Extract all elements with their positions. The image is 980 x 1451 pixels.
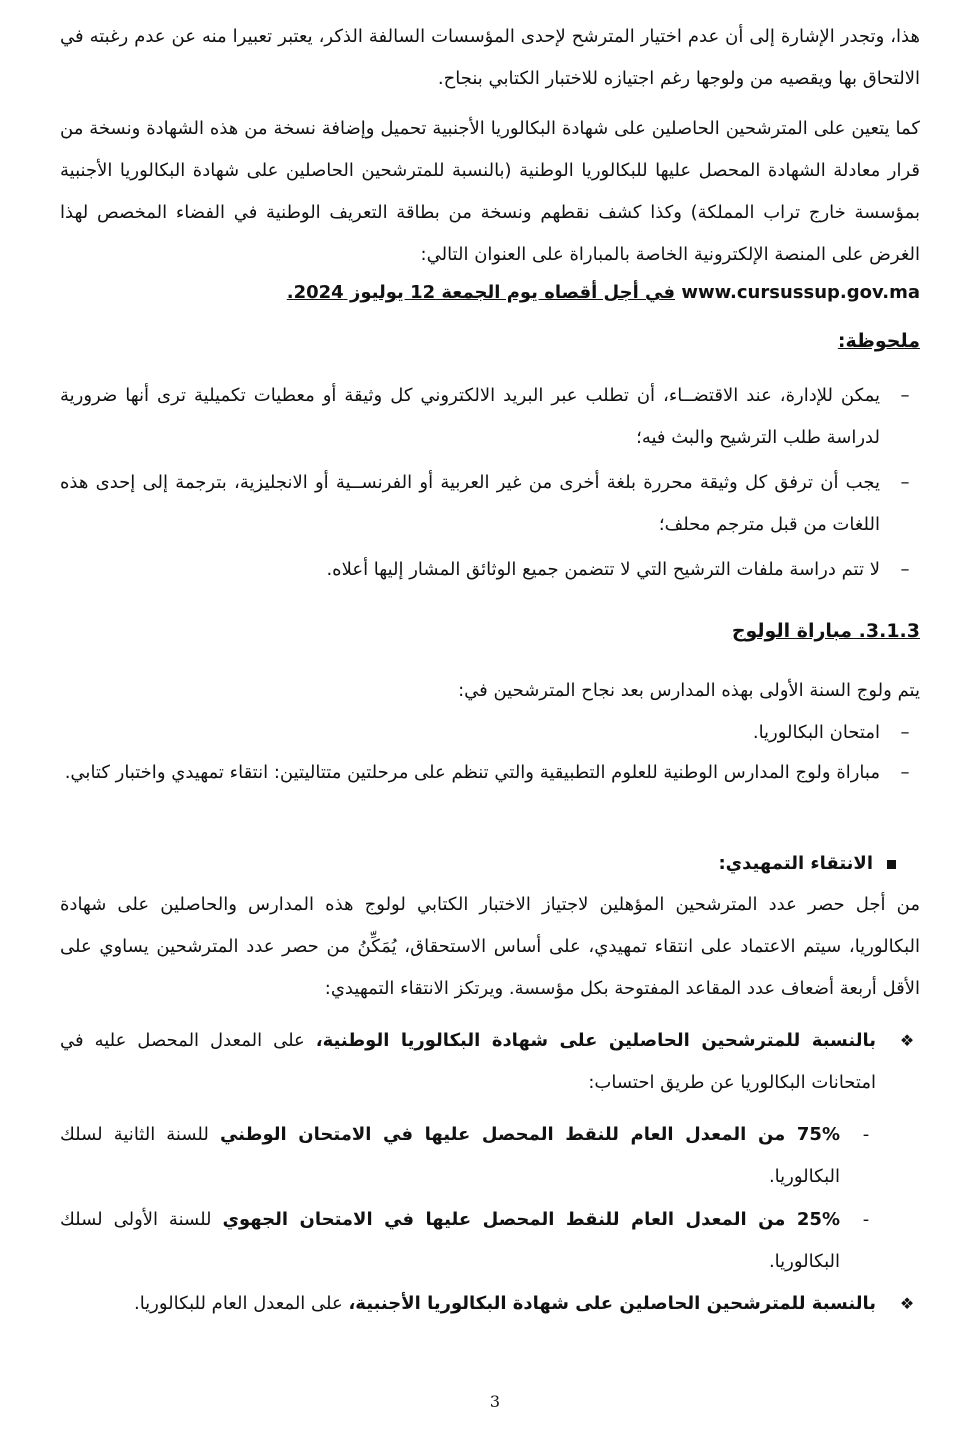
preselection-heading-text: الانتقاء التمهيدي:	[718, 853, 873, 874]
access-intro: يتم ولوج السنة الأولى بهذه المدارس بعد نجاح المترشحين في:	[458, 680, 920, 701]
weighting-bold: 25% من المعدل العام للنقط المحصل عليها في الامتحان الجهوي	[222, 1209, 840, 1230]
diamond-bullet-icon: ❖	[899, 1294, 915, 1313]
national-bac-text	[60, 1020, 876, 1104]
note-text: يمكن للإدارة، عند الاقتضــاء، أن تطلب عبر البريد الالكتروني كل وثيقة أو معطيات تكميلية ترى أنها ضرورية لدراسة طلب الترشيح والبث فيه؛	[60, 385, 880, 448]
dash-bullet: -	[862, 1209, 870, 1230]
weighting-item	[60, 1199, 920, 1283]
dash-bullet: –	[900, 385, 910, 406]
preselection-heading	[718, 843, 896, 885]
note-item	[60, 375, 920, 459]
access-item	[60, 712, 920, 754]
weighting-item	[60, 1114, 920, 1198]
note-text: يجب أن ترفق كل وثيقة محررة بلغة أخرى من غير العربية أو الفرنســية أو الانجليزية، بترجمة إلى إحدى هذه اللغات من قبل مترجم محلف؛	[60, 472, 880, 535]
national-bac-bold: بالنسبة للمترشحين الحاصلين على شهادة البكالوريا الوطنية،	[315, 1030, 876, 1051]
square-bullet-icon	[887, 860, 896, 869]
weighting-rest: للسنة الثانية لسلك البكالوريا.	[60, 1124, 840, 1187]
dash-bullet: –	[900, 559, 910, 580]
note-item	[60, 549, 920, 591]
access-text: امتحان البكالوريا.	[752, 722, 880, 743]
note-heading: ملحوظة:	[837, 330, 920, 352]
note-text: لا تتم دراسة ملفات الترشيح التي لا تتضمن جميع الوثائق المشار إليها أعلاه.	[326, 559, 880, 580]
note-item	[60, 462, 920, 546]
page-number: 3	[489, 1392, 501, 1411]
preselection-paragraph: من أجل حصر عدد المترشحين المؤهلين لاجتياز الاختبار الكتابي لولوج هذه المدارس والحاصلين على شهادة البكالوريا، سيتم الاعتماد على انتقاء تمهيدي، على أساس الاستحقاق، يُمَكِّنُ من حصر عدد المترشحين يساوي على الأقل أربعة أضعاف عدد المقاعد المفتوحة بكل مؤسسة. ويرتكز الانتقاء التمهيدي:	[60, 894, 920, 999]
weighting-bold: 75% من المعدل العام للنقط المحصل عليها في الامتحان الوطني	[219, 1124, 840, 1145]
weighting-rest: للسنة الأولى لسلك البكالوريا.	[60, 1209, 840, 1272]
dash-bullet: –	[900, 762, 910, 783]
weighting-text	[60, 1199, 840, 1283]
paragraph-foreign-bac: كما يتعين على المترشحين الحاصلين على شهادة البكالوريا الأجنبية تحميل وإضافة نسخة من هذه الشهادة ونسخة من قرار معادلة الشهادة المحصل عليها للبكالوريا الوطنية (بالنسبة للمترشحين الحاصلين على شهادة البكالوريا الأجنبية بمؤسسة خارج تراب المملكة) وكذا كشف نقطهم ونسخة من بطاقة التعريف الوطنية في الفضاء المخصص لهذا الغرض على المنصة الإلكترونية الخاصة بالمباراة على العنوان التالي:	[60, 118, 920, 265]
foreign-bac-bold: بالنسبة للمترشحين الحاصلين على شهادة البكالوريا الأجنبية،	[348, 1293, 876, 1314]
national-bac-rest: على المعدل المحصل عليه في امتحانات البكالوريا عن طريق احتساب:	[60, 1030, 876, 1093]
platform-address-line	[60, 276, 920, 310]
national-bac-item	[60, 1020, 920, 1104]
section-heading-access: 3.1.3. مباراة الولوج	[731, 620, 920, 642]
access-item	[60, 752, 920, 794]
foreign-bac-text	[60, 1283, 876, 1325]
access-text: مباراة ولوج المدارس الوطنية للعلوم التطبيقية والتي تنظم على مرحلتين متتاليتين: انتقاء تمهيدي واختبار كتابي.	[64, 762, 880, 783]
dash-bullet: –	[900, 472, 910, 493]
dash-bullet: -	[862, 1124, 870, 1145]
platform-url[interactable]: www.cursussup.gov.ma	[681, 282, 920, 303]
dash-bullet: –	[900, 722, 910, 743]
deadline-text: في أجل أقصاه يوم الجمعة 12 يوليوز 2024.	[286, 282, 676, 303]
weighting-text	[60, 1114, 840, 1198]
paragraph-exclusion: هذا، وتجدر الإشارة إلى أن عدم اختيار المترشح لإحدى المؤسسات السالفة الذكر، يعتبر تعبيرا منه عن عدم رغبته في الالتحاق بها ويقصيه من ولوجها رغم اجتيازه للاختبار الكتابي بنجاح.	[60, 26, 920, 89]
foreign-bac-rest: على المعدل العام للبكالوريا.	[133, 1293, 343, 1314]
foreign-bac-item	[60, 1283, 920, 1325]
diamond-bullet-icon: ❖	[899, 1031, 915, 1050]
